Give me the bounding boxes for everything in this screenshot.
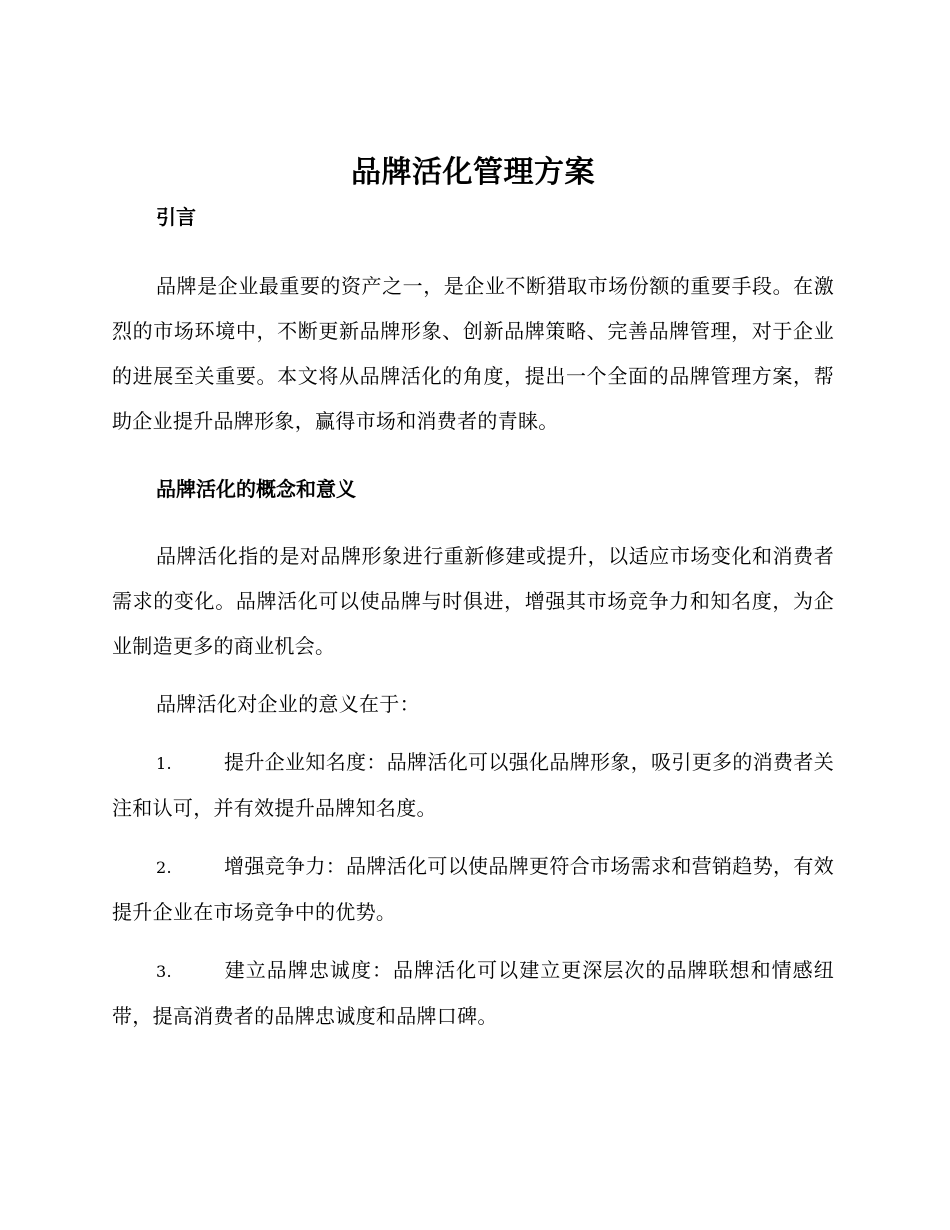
list-item [112, 948, 834, 1039]
section-heading-concept: 品牌活化的概念和意义 [156, 477, 356, 501]
section-heading-intro: 引言 [156, 205, 196, 229]
list-item [112, 740, 834, 831]
list-item-text: 提升企业知名度：品牌活化可以强化品牌形象，吸引更多的消费者关注和认可，并有效提升品牌知名度。 [112, 750, 834, 820]
intro-paragraph: 品牌是企业最重要的资产之一，是企业不断猎取市场份额的重要手段。在激烈的市场环境中，不断更新品牌形象、创新品牌策略、完善品牌管理，对于企业的进展至关重要。本文将从品牌活化的角度，提出一个全面的品牌管理方案，帮助企业提升品牌形象，赢得市场和消费者的青睐。 [112, 274, 834, 433]
list-item-text: 建立品牌忠诚度：品牌活化可以建立更深层次的品牌联想和情感纽带，提高消费者的品牌忠诚度和品牌口碑。 [112, 958, 834, 1028]
list-item-number: 2. [156, 858, 172, 877]
document-body [112, 150, 834, 1052]
page-title: 品牌活化管理方案 [351, 155, 595, 190]
concept-paragraph: 品牌活化指的是对品牌形象进行重新修建或提升，以适应市场变化和消费者需求的变化。品牌活化可以使品牌与时俱进，增强其市场竞争力和知名度，为企业制造更多的商业机会。 [112, 544, 834, 658]
list-item-number: 1. [156, 754, 172, 773]
list-item-text: 增强竞争力：品牌活化可以使品牌更符合市场需求和营销趋势，有效提升企业在市场竞争中的优势。 [112, 854, 834, 924]
significance-list [112, 740, 834, 1039]
list-item-number: 3. [156, 962, 172, 981]
significance-intro: 品牌活化对企业的意义在于： [156, 692, 420, 716]
list-item [112, 844, 834, 935]
